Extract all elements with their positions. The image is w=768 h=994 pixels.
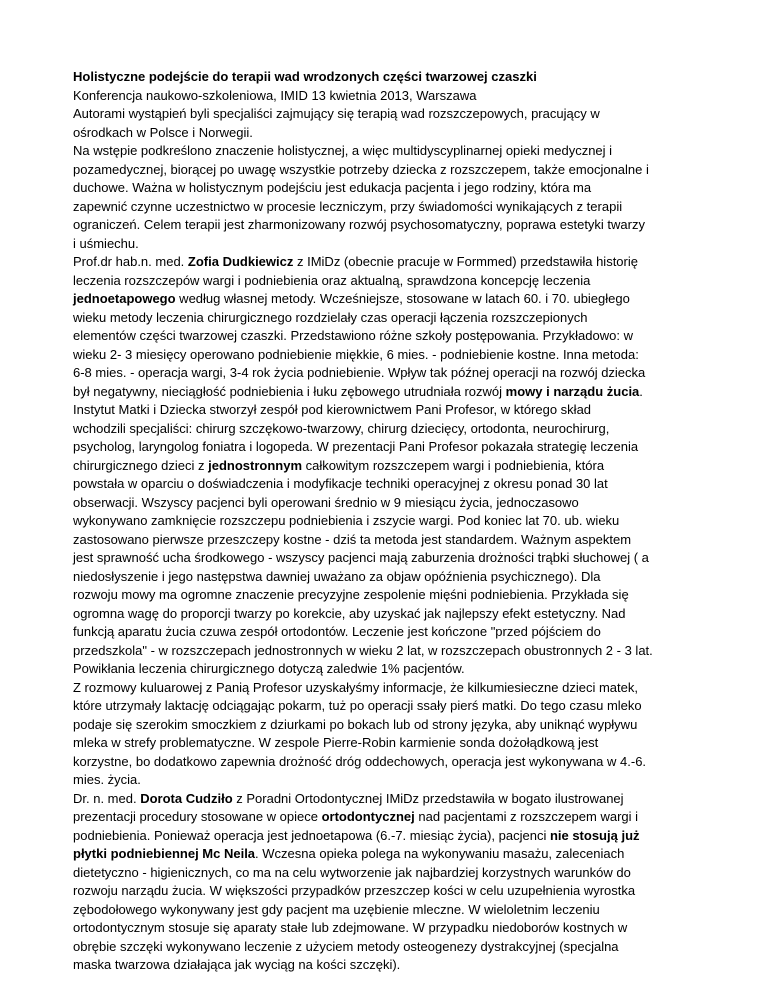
text-line — [73, 938, 713, 957]
text-run: Powikłania leczenia chirurgicznego dotyczą zaledwie 1% pacjentów. — [73, 661, 465, 676]
text-run: obrębie szczęki wykonywano leczenie z użyciem metody osteogenezy dystrakcyjnej (specjalna — [73, 938, 619, 954]
text-line — [73, 253, 713, 272]
text-run: wchodzili specjaliści: chirurg szczękowo-twarzowy, chirurg dziecięcy, ortodonta, neurochirurg, — [73, 420, 610, 436]
text-line — [73, 87, 713, 106]
text-run: Autorami wystąpień byli specjaliści zajmujący się terapią wad rozszczepowych, pracujący w — [73, 106, 600, 121]
text-line — [73, 494, 713, 513]
text-line — [73, 753, 713, 772]
text-run: pozamedycznej, biorącej po uwagę wszystkie potrzeby dziecka z rozszczepem, także emocjonalne i — [73, 161, 649, 177]
text-line — [73, 309, 713, 328]
text-run: obserwacji. Wszyscy pacjenci byli operowani średnio w 9 miesiącu życia, jednoczasowo — [73, 494, 579, 510]
text-run: maska twarzowa działająca jak wyciąg na kości szczęki). — [73, 957, 401, 972]
text-run: Z rozmowy kuluarowej z Panią Profesor uzyskałyśmy informacje, że kilkumiesieczne dzieci matek, — [73, 679, 638, 695]
text-run: wieku 2- 3 miesięcy operowano podniebienie miękkie, 6 mies. - podniebienie kostne. Inna metoda: — [73, 346, 639, 362]
text-run: ortodontycznym stosuje się aparaty stałe lub zdejmowane. W przypadku niedoborów kostnych w — [73, 920, 628, 935]
text-line — [73, 808, 713, 827]
text-run: zębodołowego wykonywany jest gdy pacjent ma uzębienie mleczne. W wieloletnim leczeniu — [73, 901, 600, 917]
text-line — [73, 124, 713, 143]
text-line — [73, 697, 713, 716]
text-run: nad pacjentami z rozszczepem wargi i — [414, 809, 639, 824]
text-line — [73, 475, 713, 494]
text-run: z Poradni Ortodontycznej IMiDz przedstawiła w bogato ilustrowanej — [232, 790, 624, 806]
text-line — [73, 568, 713, 587]
text-run: dietetyczno - higienicznych, co ma na celu wytworzenie jak najbardziej korzystnych warunków do — [73, 864, 631, 880]
text-line — [73, 142, 713, 161]
text-line — [73, 660, 713, 679]
text-run: ośrodkach w Polsce i Norwegii. — [73, 124, 253, 140]
text-run: funkcją aparatu żucia czuwa zespół ortodontów. Leczenie jest kończone "przed pójściem do — [73, 624, 601, 639]
bold-text-run: jednostronnym — [208, 457, 303, 473]
text-run: Dr. n. med. — [73, 790, 141, 806]
text-line — [73, 679, 713, 698]
bold-text-run: Holistyczne podejście do terapii wad wrodzonych części twarzowej czaszki — [73, 69, 537, 84]
text-line — [73, 235, 713, 254]
text-line — [73, 919, 713, 938]
text-line — [73, 216, 713, 235]
text-line — [73, 512, 713, 531]
text-line — [73, 401, 713, 420]
text-run: zastosowano pierwsze przeszczepy kostne - dziś ta metoda jest standardem. Ważnym aspektem — [73, 531, 632, 547]
text-run: ograniczeń. Celem terapii jest zharmonizowany rozwój psychosomatyczny, poprawa estetyki twarzy — [73, 217, 645, 232]
bold-text-run: Dorota Cudziło — [140, 790, 233, 806]
text-run: całkowitym rozszczepem wargi i podniebienia, która — [302, 457, 605, 473]
text-line — [73, 623, 713, 642]
text-line — [73, 364, 713, 383]
bold-text-run: jednoetapowego — [73, 291, 176, 306]
bold-text-run: ortodontycznej — [321, 809, 415, 824]
document-title-line — [73, 68, 713, 87]
text-run: według własnej metody. Wcześniejsze, stosowane w latach 60. i 70. ubiegłego — [175, 291, 630, 306]
text-run: niedosłyszenie i jego następstwa dawniej uważano za objaw opóźnienia psychicznego). Dla — [73, 568, 601, 584]
bold-text-run: mowy i narządu żucia — [505, 383, 640, 399]
text-line — [73, 882, 713, 901]
text-line — [73, 901, 713, 920]
text-line — [73, 420, 713, 439]
text-run: ogromna wagę do proporcji twarzy po korekcie, aby uzyskać jak najlepszy efekt estetyczny. Nad — [73, 605, 626, 621]
text-run: jest sprawność ucha środkowego - wszyscy pacjenci mają zaburzenia drożności trąbki słuchowej ( a — [73, 550, 649, 565]
text-run: korzystne, bo dodatkowo zapewnia drożność dróg oddechowych, operacja jest wykonywana w 4.-6. — [73, 753, 647, 769]
text-run: Prof.dr hab.n. med. — [73, 254, 188, 269]
text-line — [73, 790, 713, 809]
text-line — [73, 642, 713, 661]
text-line — [73, 438, 713, 457]
text-line — [73, 586, 713, 605]
text-run: prezentacji procedury stosowane w opiece — [73, 809, 322, 824]
text-line — [73, 716, 713, 735]
text-run: powstała w oparciu o doświadczenia i modyfikacje techniki operacyjnej z okresu ponad 30 lat — [73, 476, 608, 491]
text-run: podniebienia. Ponieważ operacja jest jednoetapowa (6.-7. miesiąc życia), pacjenci — [73, 827, 550, 843]
text-run: wykonywano zamknięcie rozszczepu podniebienia i zszycie wargi. Pod koniec lat 70. ub. wieku — [73, 513, 620, 528]
text-run: Instytut Matki i Dziecka stworzył zespół pod kierownictwem Pani Profesor, w którego skład — [73, 402, 592, 417]
text-run: był negatywny, nieciągłość podniebienia i łuku zębowego utrudniała rozwój — [73, 383, 506, 399]
text-line — [73, 198, 713, 217]
text-line — [73, 272, 713, 291]
text-line — [73, 161, 713, 180]
bold-text-run: płytki podniebiennej Mc Neila — [73, 846, 256, 861]
text-run: 6-8 mies. - operacja wargi, 3-4 rok życia podniebienie. Wpływ tak późnej operacji na rozwój dziecka — [73, 365, 646, 380]
text-line — [73, 771, 713, 790]
text-line — [73, 956, 713, 975]
document-page — [73, 68, 713, 975]
text-run: rozwoju mowy ma ogromne znaczenie precyzyjne zespolenie mięśni podniebienia. Przykłada się — [73, 587, 629, 602]
text-line — [73, 864, 713, 883]
text-run: mleka w strefy problematyczne. W zespole Pierre-Robin karmienie sonda dożołądkową jest — [73, 735, 599, 750]
text-line — [73, 827, 713, 846]
text-run: leczenia rozszczepów wargi i podniebienia oraz aktualną, sprawdzona koncepcję leczenia — [73, 272, 591, 288]
text-run: i uśmiechu. — [73, 235, 139, 251]
text-run: . Wczesna opieka polega na wykonywaniu masażu, zaleceniach — [255, 846, 625, 861]
text-run: psycholog, laryngolog foniatra i logopeda. W prezentacji Pani Profesor pokazała strategię leczenia — [73, 439, 639, 454]
text-run: elementów części twarzowej czaszki. Przedstawiono różne szkoły postępowania. Przykładowo: w — [73, 328, 633, 343]
text-run: wieku metody leczenia chirurgicznego rozdzielały czas operacji łączenia rozszczepionych — [73, 309, 588, 325]
text-run: duchowe. Ważna w holistycznym podejściu jest edukacja pacjenta i jego rodziny, która ma — [73, 180, 592, 195]
text-run: Na wstępie podkreślono znaczenie holistycznej, a więc multidyscyplinarnej opieki medycznej i — [73, 143, 613, 158]
text-run: przedszkola" - w rozszczepach jednostronnych w wieku 2 lat, w rozszczepach obustronnych 2 - 3 lat. — [73, 642, 653, 658]
text-run: podaje się szerokim smoczkiem z dziurkami po bokach lub od strony języka, aby uniknąć wypływu — [73, 716, 638, 732]
text-line — [73, 549, 713, 568]
bold-text-run: nie stosują już — [549, 827, 640, 843]
text-run: które utrzymały laktację odciągając pokarm, tuż po operacji ssały pierś matki. Do tego czasu mleko — [73, 698, 642, 713]
text-run: chirurgicznego dzieci z — [73, 457, 209, 473]
text-run: Konferencja naukowo-szkoleniowa, IMID 13 kwietnia 2013, Warszawa — [73, 87, 477, 103]
text-line — [73, 179, 713, 198]
text-line — [73, 845, 713, 864]
text-run: z IMiDz (obecnie pracuje w Formmed) przedstawiła historię — [293, 254, 638, 269]
bold-text-run: Zofia Dudkiewicz — [187, 254, 294, 269]
text-run: zapewnić czynne uczestnictwo w procesie leczniczym, przy świadomości wynikających z terapii — [73, 198, 623, 214]
text-line — [73, 327, 713, 346]
text-line — [73, 734, 713, 753]
text-line — [73, 531, 713, 550]
text-line — [73, 346, 713, 365]
text-run: . — [639, 383, 643, 399]
text-line — [73, 290, 713, 309]
text-run: rozwoju narządu żucia. W większości przypadków przeszczep kości w celu uzupełnienia wyrostka — [73, 883, 636, 898]
text-line — [73, 383, 713, 402]
text-line — [73, 105, 713, 124]
text-line — [73, 457, 713, 476]
text-run: mies. życia. — [73, 772, 141, 787]
text-line — [73, 605, 713, 624]
